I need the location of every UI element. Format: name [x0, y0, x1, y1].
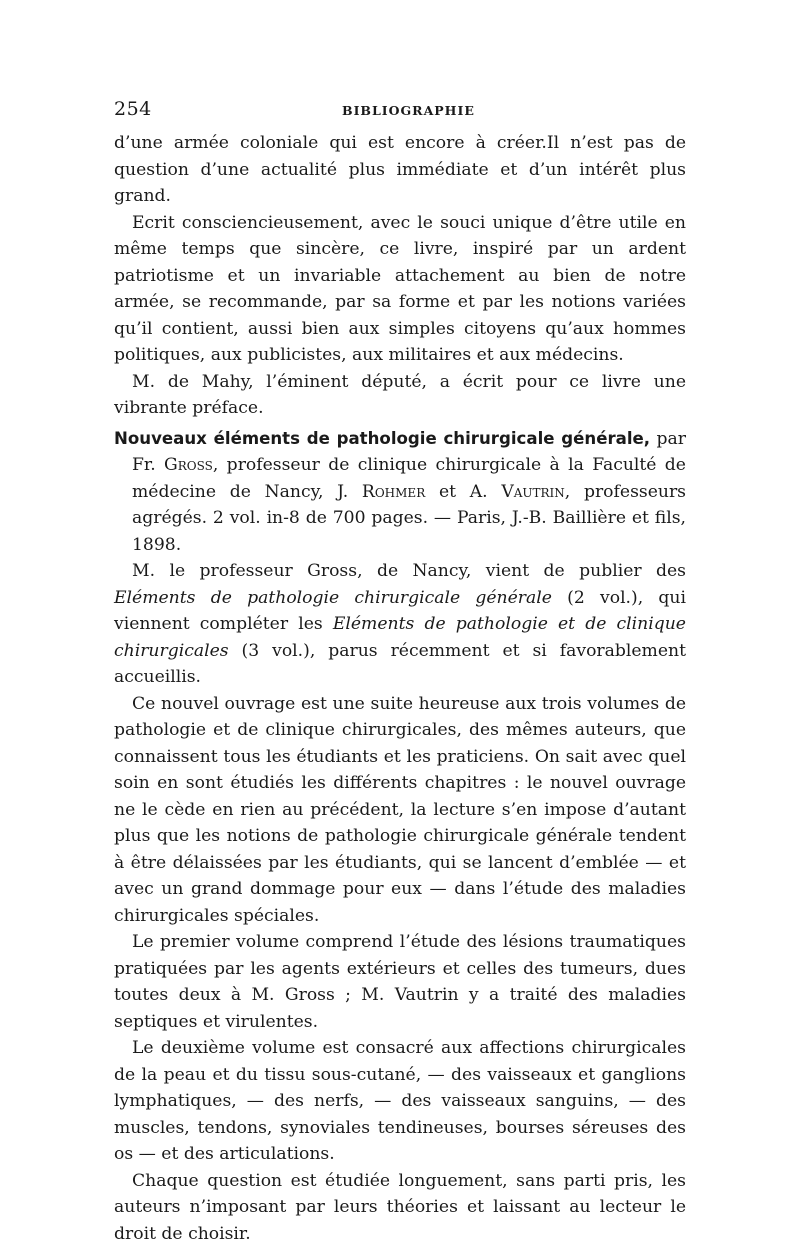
- page-number: 254: [114, 98, 152, 120]
- running-title: BIBLIOGRAPHIE: [342, 103, 475, 118]
- page-header: [114, 98, 686, 124]
- entry-text-1: , professeur de clinique chirurgicale à la Faculté de médecine de Nancy, J.: [132, 455, 686, 502]
- entry-book-title: Nouveaux éléments de pathologie chirurgicale générale,: [114, 429, 650, 448]
- paragraph-review-praise: Ecrit consciencieusement, avec le souci unique d’être utile en même temps que sincère, ce livre, inspiré par un ardent patriotisme et un invariable attachement au bien de notre armée, se recommande, par sa forme et par les notions variées qu’il contient, aussi bien aux simples citoyens qu’aux hommes politiques, aux publicistes, aux militaires et aux médecins.: [114, 210, 686, 369]
- bibliography-entry: [114, 426, 686, 559]
- p4-italic-title-1: Eléments de pathologie chirurgicale générale: [114, 588, 552, 608]
- entry-by: par Fr.: [132, 429, 686, 476]
- entry-author-vautrin: Vautrin: [501, 482, 564, 502]
- paragraph-second-volume: Le deuxième volume est consacré aux affections chirurgicales de la peau et du tissu sous-cutané, — des vaisseaux et ganglions lymphatiques, — des nerfs, — des vaisseaux sanguins, — des muscles, tendons, synoviales tendineuses, bourses séreuses des os — et des articulations.: [114, 1035, 686, 1168]
- entry-author-rohmer: Rohmer: [362, 482, 425, 502]
- p4-text-a: M. le professeur Gross, de Nancy, vient de publier des: [132, 561, 686, 581]
- body-text: [114, 130, 686, 1247]
- entry-text-3: , professeurs agrégés. 2 vol. in-8 de 700 pages. — Paris, J.-B. Baillière et fils, 1898.: [132, 482, 686, 555]
- paragraph-first-volume: Le premier volume comprend l’étude des lésions traumatiques pratiquées par les agents extérieurs et celles des tumeurs, dues toutes deux à M. Gross ; M. Vautrin y a traité des maladies septiques et virulentes.: [114, 929, 686, 1035]
- paragraph-preface-note: M. de Mahy, l’éminent député, a écrit pour ce livre une vibrante préface.: [114, 369, 686, 422]
- paragraph-continuation: d’une armée coloniale qui est encore à créer.Il n’est pas de question d’une actualité plus immédiate et d’un intérêt plus grand.: [114, 130, 686, 210]
- p4-text-b: (2 vol.), qui viennent compléter les: [114, 588, 686, 635]
- book-page: [114, 98, 686, 1247]
- entry-text-2: et A.: [425, 482, 501, 502]
- paragraph-gross-intro: [114, 558, 686, 691]
- paragraph-new-work: Ce nouvel ouvrage est une suite heureuse aux trois volumes de pathologie et de clinique chirurgicales, des mêmes auteurs, que connaissent tous les étudiants et les praticiens. On sait avec quel soin en sont étudiés les différents chapitres : le nouvel ouvrage ne le cède en rien au précédent, la lecture s’en impose d’autant plus que les notions de pathologie chirurgicale générale tendent à être délaissées par les étudiants, qui se lancent d’emblée — et avec un grand dommage pour eux — dans l’étude des maladies chirurgicales spéciales.: [114, 691, 686, 930]
- p4-text-c: (3 vol.), parus récemment et si favorablement accueillis.: [114, 641, 686, 688]
- paragraph-conclusion: Chaque question est étudiée longuement, sans parti pris, les auteurs n’imposant par leurs théories et laissant au lecteur le droit de choisir.: [114, 1168, 686, 1247]
- entry-author-gross: Gross: [164, 455, 213, 475]
- p4-italic-title-2: Eléments de pathologie et de clinique chirurgicales: [114, 614, 686, 661]
